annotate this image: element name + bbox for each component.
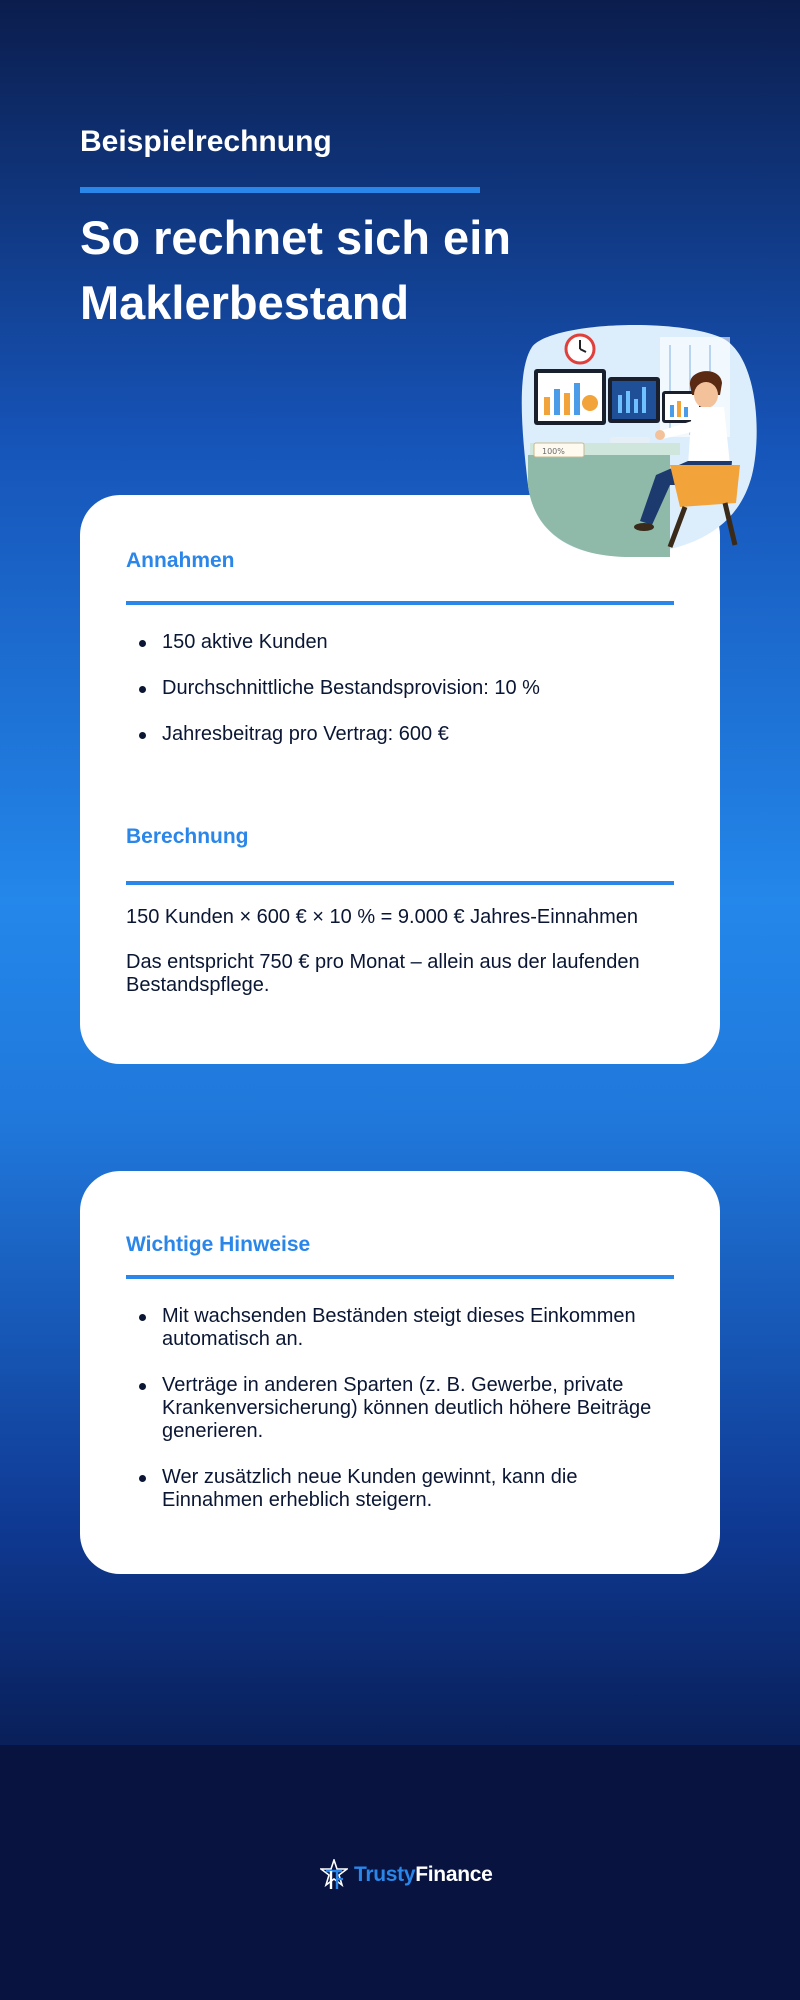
calculation-heading: Berechnung bbox=[126, 825, 249, 848]
notes-list bbox=[126, 1305, 674, 1512]
list-item: Verträge in anderen Sparten (z. B. Gewerbe, private Krankenversicherung) können deutlich höhere Beiträge generieren. bbox=[126, 1374, 674, 1443]
brand-name-part1: Trusty bbox=[354, 1863, 416, 1886]
notes-divider bbox=[126, 1275, 674, 1279]
calculation-card bbox=[80, 495, 720, 1064]
notes-card bbox=[80, 1171, 720, 1574]
eyebrow-label: Beispielrechnung bbox=[80, 125, 332, 158]
brand-logo bbox=[320, 1857, 493, 1893]
assumptions-list bbox=[126, 631, 674, 746]
illustration-screen-label: 100% bbox=[542, 447, 565, 456]
assumptions-heading: Annahmen bbox=[126, 549, 235, 572]
brand-wordmark bbox=[354, 1863, 493, 1887]
list-item: 150 aktive Kunden bbox=[126, 631, 674, 654]
list-item: Durchschnittliche Bestandsprovision: 10 % bbox=[126, 677, 674, 700]
list-item: Jahresbeitrag pro Vertrag: 600 € bbox=[126, 723, 674, 746]
notes-heading: Wichtige Hinweise bbox=[126, 1233, 311, 1256]
trustyfinance-logo-icon bbox=[320, 1859, 348, 1891]
assumptions-divider bbox=[126, 601, 674, 605]
broker-at-desk-illustration-icon bbox=[520, 325, 760, 557]
list-item: Mit wachsenden Beständen steigt dieses Einkommen automatisch an. bbox=[126, 1305, 674, 1351]
page-title: So rechnet sich ein Maklerbestand bbox=[80, 211, 511, 329]
list-item: Wer zusätzlich neue Kunden gewinnt, kann die Einnahmen erheblich steigern. bbox=[126, 1466, 674, 1512]
title-divider bbox=[80, 187, 480, 193]
calculation-monthly: Das entspricht 750 € pro Monat – allein aus der laufenden Bestandspflege. bbox=[126, 951, 640, 996]
calculation-formula: 150 Kunden × 600 € × 10 % = 9.000 € Jahres-Einnahmen bbox=[126, 906, 639, 928]
brand-name-part2: Finance bbox=[415, 1863, 493, 1886]
calculation-divider bbox=[126, 881, 674, 885]
